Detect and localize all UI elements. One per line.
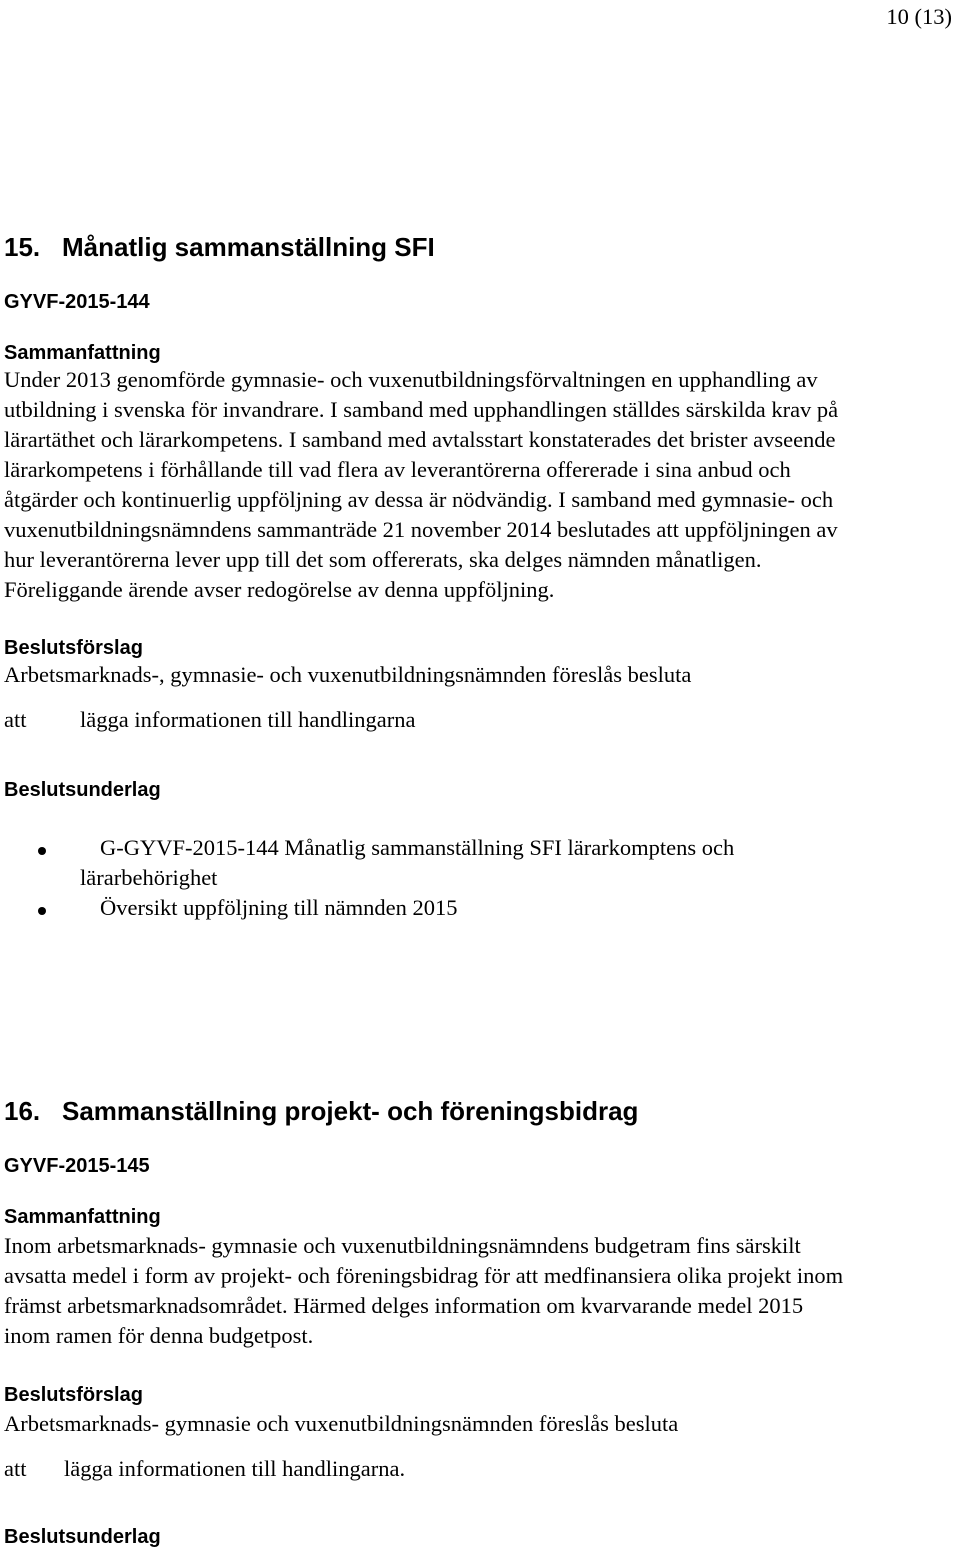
section-15-title: Månatlig sammanställning SFI: [62, 232, 435, 262]
section-16-title: Sammanställning projekt- och föreningsbidrag: [62, 1096, 639, 1126]
section-15-case-id: GYVF-2015-144: [4, 291, 150, 313]
section-15-summary-heading: Sammanfattning: [4, 342, 161, 364]
section-15-att-word: att: [4, 707, 27, 732]
section-16-proposal-text: Arbetsmarknads- gymnasie och vuxenutbildningsnämnden föreslås besluta: [4, 1411, 679, 1436]
section-16-proposal-heading: Beslutsförslag: [4, 1384, 143, 1406]
section-16-basis-heading: Beslutsunderlag: [4, 1526, 161, 1548]
bullet-icon: [38, 907, 46, 915]
attachment-item: G-GYVF-2015-144 Månatlig sammanställning SFI lärarkomptens och: [100, 835, 735, 860]
section-15-summary-line: utbildning i svenska för invandrare. I samband med upphandlingen ställdes särskilda krav på: [4, 397, 839, 422]
attachment-item: Översikt uppföljning till nämnden 2015: [100, 895, 458, 920]
section-15-number: 15.: [4, 232, 41, 262]
bullet-icon: [38, 847, 46, 855]
section-15-basis-heading: Beslutsunderlag: [4, 779, 161, 801]
section-15-summary-line: Föreliggande ärende avser redogörelse av denna uppföljning.: [4, 577, 555, 602]
section-15-proposal-text: Arbetsmarknads-, gymnasie- och vuxenutbildningsnämnden föreslås besluta: [4, 662, 692, 687]
section-16-summary-heading: Sammanfattning: [4, 1206, 161, 1228]
section-15-summary-line: lärarkompetens i förhållande till vad flera av leverantörerna offererade i sina anbud och: [4, 457, 791, 482]
attachment-item-continuation: lärarbehörighet: [80, 865, 218, 890]
section-15-proposal-heading: Beslutsförslag: [4, 637, 143, 659]
section-15-summary-line: Under 2013 genomförde gymnasie- och vuxenutbildningsförvaltningen en upphandling av: [4, 367, 818, 392]
page-number: 10 (13): [886, 4, 952, 29]
section-16-summary-line: främst arbetsmarknadsområdet. Härmed delges information om kvarvarande medel 2015: [4, 1293, 804, 1318]
section-15-att-text: lägga informationen till handlingarna: [80, 707, 416, 732]
section-15-summary-line: hur leverantörerna lever upp till det som offererats, ska delges nämnden månatligen.: [4, 547, 762, 572]
section-16-summary-line: inom ramen för denna budgetpost.: [4, 1323, 314, 1348]
section-16-case-id: GYVF-2015-145: [4, 1155, 150, 1177]
section-16-number: 16.: [4, 1096, 41, 1126]
section-16-att-text: lägga informationen till handlingarna.: [64, 1456, 406, 1481]
section-16-summary-line: avsatta medel i form av projekt- och föreningsbidrag för att medfinansiera olika projekt inom: [4, 1263, 844, 1288]
section-16-att-word: att: [4, 1456, 27, 1481]
section-15-summary-line: vuxenutbildningsnämndens sammanträde 21 november 2014 beslutades att uppföljningen av: [4, 517, 838, 542]
section-15-summary-line: åtgärder och kontinuerlig uppföljning av dessa är nödvändig. I samband med gymnasie- och: [4, 487, 834, 512]
section-16-summary-line: Inom arbetsmarknads- gymnasie och vuxenutbildningsnämndens budgetram fins särskilt: [4, 1233, 801, 1258]
section-15-summary-line: lärartäthet och lärarkompetens. I samband med avtalsstart konstaterades det brister avseende: [4, 427, 836, 452]
